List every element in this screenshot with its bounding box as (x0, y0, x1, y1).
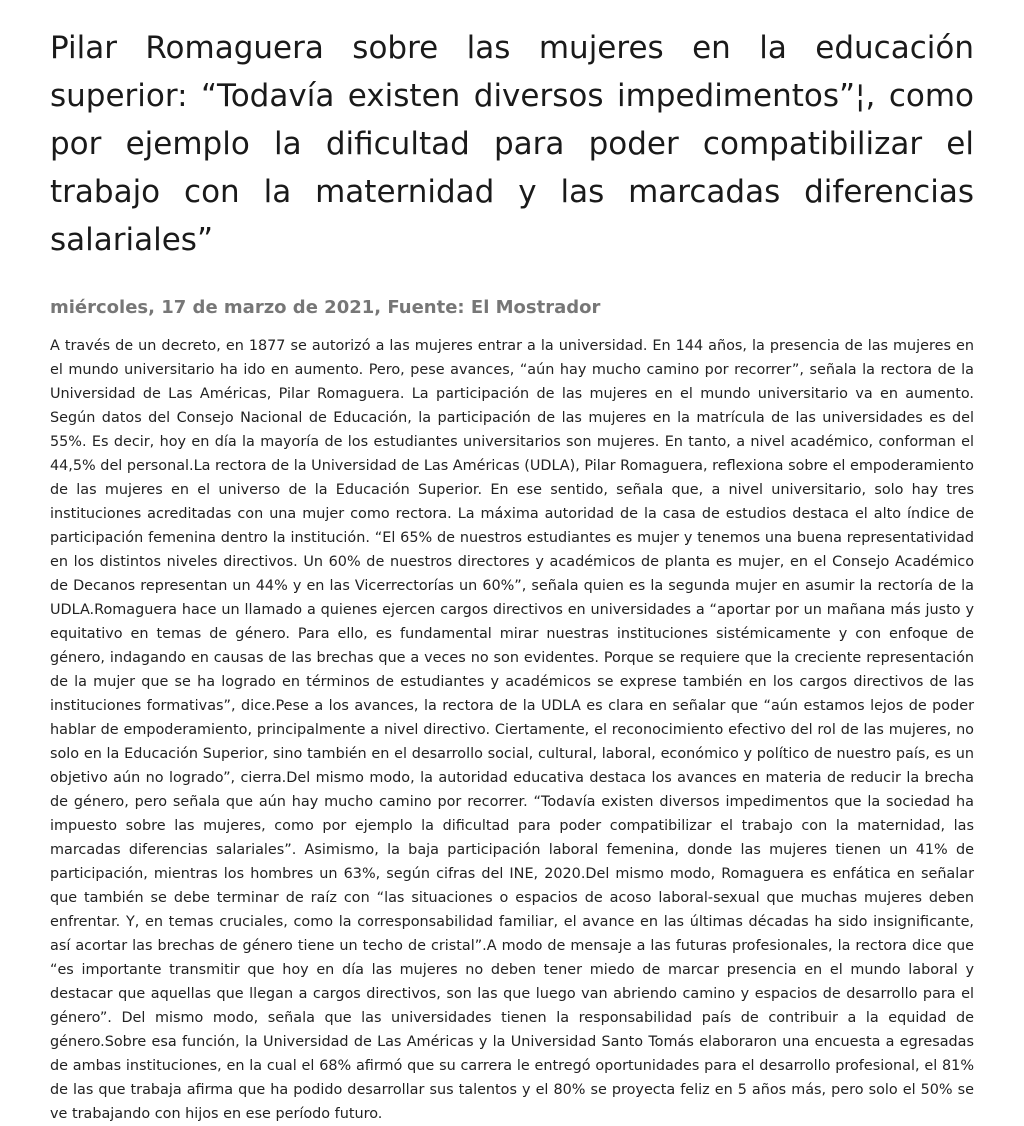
article-meta: miércoles, 17 de marzo de 2021, Fuente: El Mostrador (50, 297, 601, 318)
article-title: Pilar Romaguera sobre las mujeres en la educación superior: “Todavía existen diversos impedimentos”¦, como por ejemplo la dificultad para poder compatibilizar el trabajo con la maternidad y las marcadas diferencias salariales” (50, 30, 974, 258)
article (50, 24, 974, 1126)
source-label: Fuente: (387, 297, 465, 318)
article-source: El Mostrador (470, 297, 601, 318)
article-date: miércoles, 17 de marzo de 2021 (50, 297, 375, 318)
article-body: A través de un decreto, en 1877 se autorizó a las mujeres entrar a la universidad. En 144 años, la presencia de las mujeres en el mundo universitario ha ido en aumento. Pero, pese avances, “aún hay mucho camino por recorrer”, señala la rectora de la Universidad de Las Américas, Pilar Romaguera. La participación de las mujeres en el mundo universitario va en aumento. Según datos del Consejo Nacional de Educación, la participación de las mujeres en la matrícula de las universidades es del 55%. Es decir, hoy en día la mayoría de los estudiantes universitarios son mujeres. En tanto, a nivel académico, conforman el 44,5% del personal.La rectora de la Universidad de Las Américas (UDLA), Pilar Romaguera, reflexiona sobre el empoderamiento de las mujeres en el universo de la Educación Superior. En ese sentido, señala que, a nivel universitario, solo hay tres instituciones acreditadas con una mujer como rectora. La máxima autoridad de la casa de estudios destaca el alto índice de participación femenina dentro la institución. “El 65% de nuestros estudiantes es mujer y tenemos una buena representatividad en los distintos niveles directivos. Un 60% de nuestros directores y académicos de planta es mujer, en el Consejo Académico de Decanos representan un 44% y en las Vicerrectorías un 60%”, señala quien es la segunda mujer en asumir la rectoría de la UDLA.Romaguera hace un llamado a quienes ejercen cargos directivos en universidades a “aportar por un mañana más justo y equitativo en temas de género. Para ello, es fundamental mirar nuestras instituciones sistémicamente y con enfoque de género, indagando en causas de las brechas que a veces no son evidentes. Porque se requiere que la creciente representación de la mujer que se ha logrado en términos de estudiantes y académicos se exprese también en los cargos directivos de las instituciones formativas”, dice.Pese a los avances, la rectora de la UDLA es clara en señalar que “aún estamos lejos de poder hablar de empoderamiento, principalmente a nivel directivo. Ciertamente, el reconocimiento efectivo del rol de las mujeres, no solo en la Educación Superior, sino también en el desarrollo social, cultural, laboral, económico y político de nuestro país, es un objetivo aún no logrado”, cierra.Del mismo modo, la autoridad educativa destaca los avances en materia de reducir la brecha de género, pero señala que aún hay mucho camino por recorrer. “Todavía existen diversos impedimentos que la sociedad ha impuesto sobre las mujeres, como por ejemplo la dificultad para poder compatibilizar el trabajo con la maternidad, las marcadas diferencias salariales”. Asimismo, la baja participación laboral femenina, donde las mujeres tienen un 41% de participación, mientras los hombres un 63%, según cifras del INE, 2020.Del mismo modo, Romaguera es enfática en señalar que también se debe terminar de raíz con “las situaciones o espacios de acoso laboral-sexual que muchas mujeres deben enfrentar. Y, en temas cruciales, como la corresponsabilidad familiar, el avance en las últimas décadas ha sido insignificante, así acortar las brechas de género tiene un techo de cristal”.A modo de mensaje a las futuras profesionales, la rectora dice que “es importante transmitir que hoy en día las mujeres no deben tener miedo de marcar presencia en el mundo laboral y destacar que aquellas que llegan a cargos directivos, son las que luego van abriendo camino y espacios de desarrollo para el género”. Del mismo modo, señala que las universidades tienen la responsabilidad país de contribuir a la equidad de género.Sobre esa función, la Universidad de Las Américas y la Universidad Santo Tomás elaboraron una encuesta a egresadas de ambas instituciones, en la cual el 68% afirmó que su carrera le entregó oportunidades para el desarrollo profesional, el 81% de las que trabaja afirma que ha podido desarrollar sus talentos y el 80% se proyecta feliz en 5 años más, pero solo el 50% se ve trabajando con hijos en ese período futuro. (50, 338, 974, 1122)
